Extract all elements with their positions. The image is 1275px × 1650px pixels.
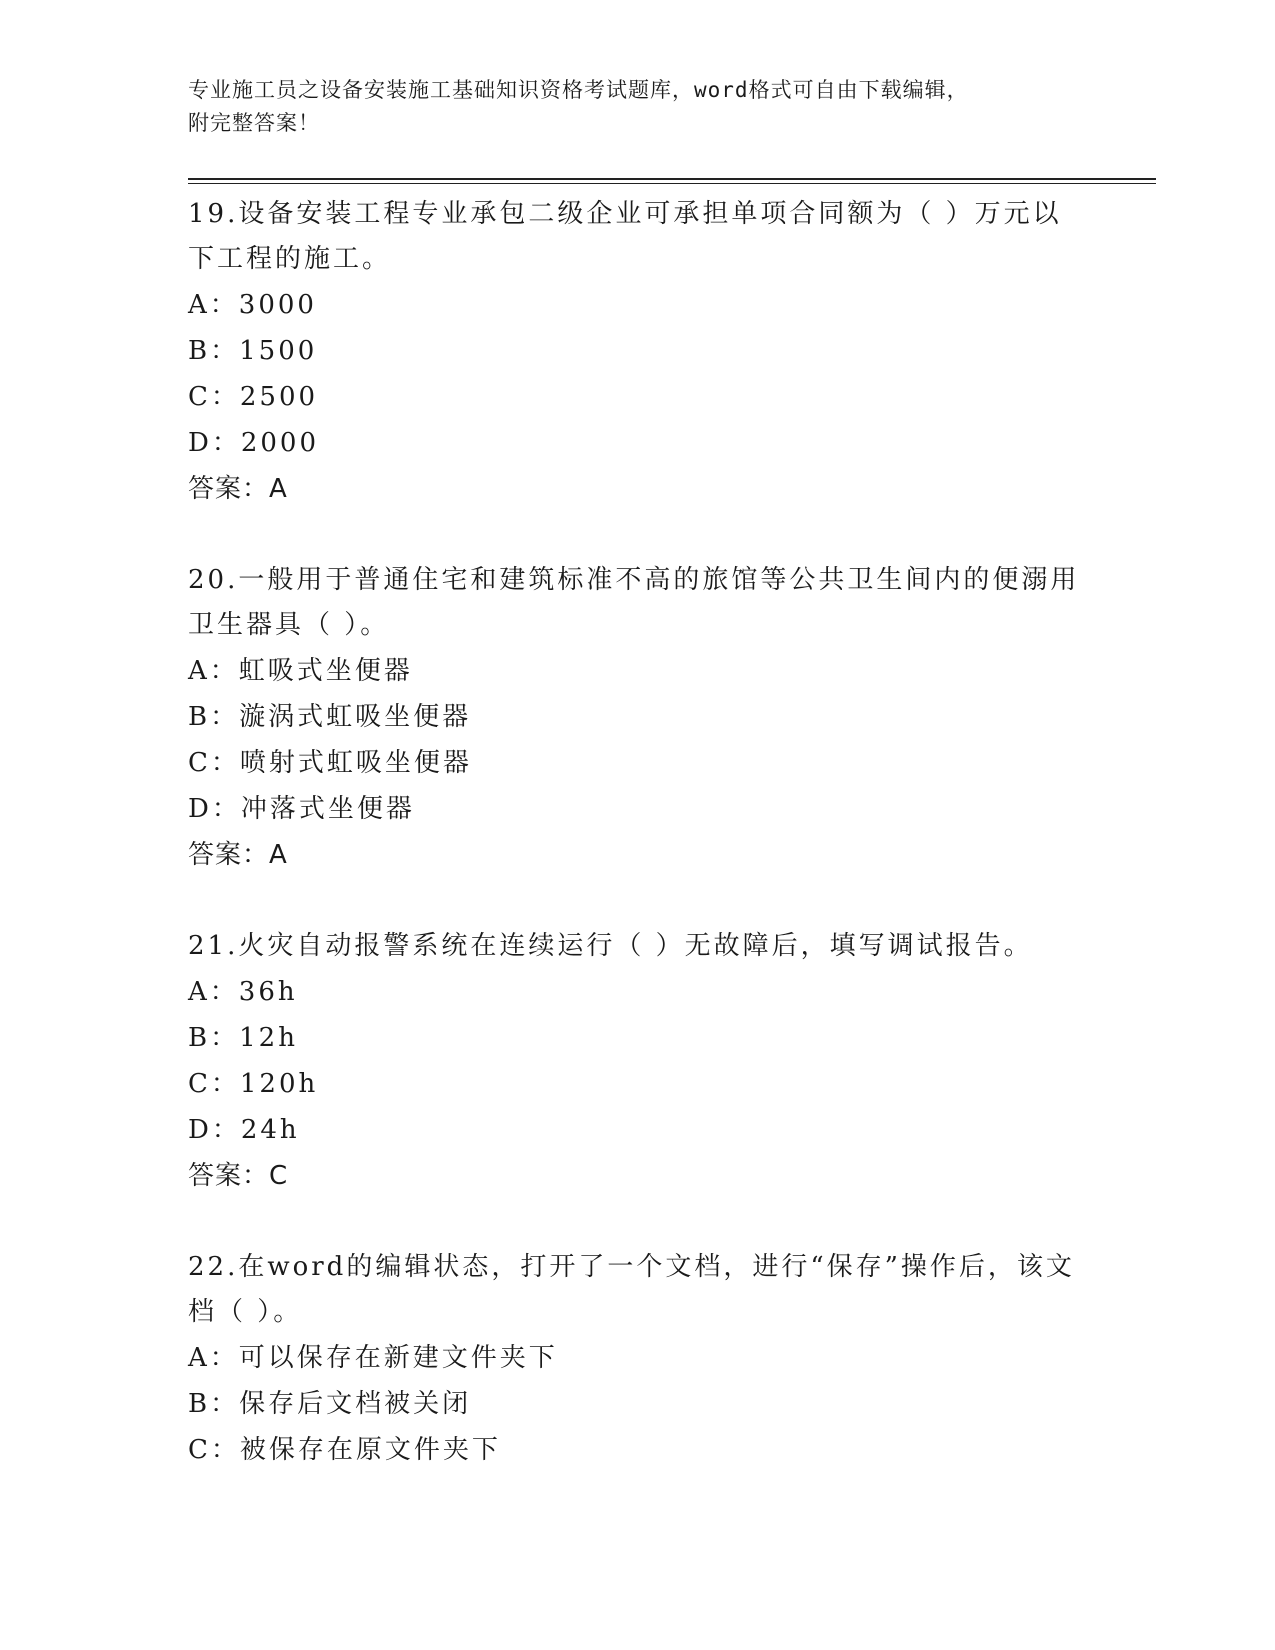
- option-c: C：2500: [188, 382, 319, 412]
- option-a: A：3000: [188, 290, 317, 320]
- option-c: C：被保存在原文件夹下: [188, 1435, 501, 1465]
- header-line-1: 专业施工员之设备安装施工基础知识资格考试题库，word格式可自由下载编辑，: [188, 78, 969, 102]
- document-header: [188, 74, 1068, 140]
- question-stem: 22.在word的编辑状态，打开了一个文档，进行“保存”操作后，该文档（ ）。: [188, 1252, 1075, 1327]
- option-a: A：虹吸式坐便器: [188, 656, 413, 686]
- answer-line: 答案：A: [188, 474, 288, 504]
- question-21: [188, 924, 1088, 1199]
- answer-line: 答案：A: [188, 840, 288, 870]
- header-divider-thick: [188, 178, 1156, 180]
- answer-line: 答案：C: [188, 1161, 289, 1191]
- option-d: D：2000: [188, 428, 320, 458]
- question-22: [188, 1245, 1088, 1473]
- question-stem: 19.设备安装工程专业承包二级企业可承担单项合同额为（ ）万元以下工程的施工。: [188, 199, 1062, 274]
- option-a: A：可以保存在新建文件夹下: [188, 1343, 558, 1373]
- question-stem: 20.一般用于普通住宅和建筑标准不高的旅馆等公共卫生间内的便溺用卫生器具（ ）。: [188, 565, 1080, 640]
- option-b: B：1500: [188, 336, 318, 366]
- question-stem: 21.火灾自动报警系统在连续运行（ ）无故障后，填写调试报告。: [188, 931, 1033, 961]
- question-19: [188, 192, 1088, 512]
- question-20: [188, 558, 1088, 878]
- option-b: B：漩涡式虹吸坐便器: [188, 702, 472, 732]
- option-a: A：36h: [188, 977, 298, 1007]
- question-list: [188, 192, 1088, 1519]
- option-d: D：冲落式坐便器: [188, 794, 415, 824]
- option-b: B：12h: [188, 1023, 298, 1053]
- option-c: C：喷射式虹吸坐便器: [188, 748, 472, 778]
- header-divider-thin: [188, 183, 1156, 184]
- header-line-2: 附完整答案！: [188, 111, 320, 135]
- option-d: D：24h: [188, 1115, 300, 1145]
- option-b: B：保存后文档被关闭: [188, 1389, 472, 1419]
- option-c: C：120h: [188, 1069, 319, 1099]
